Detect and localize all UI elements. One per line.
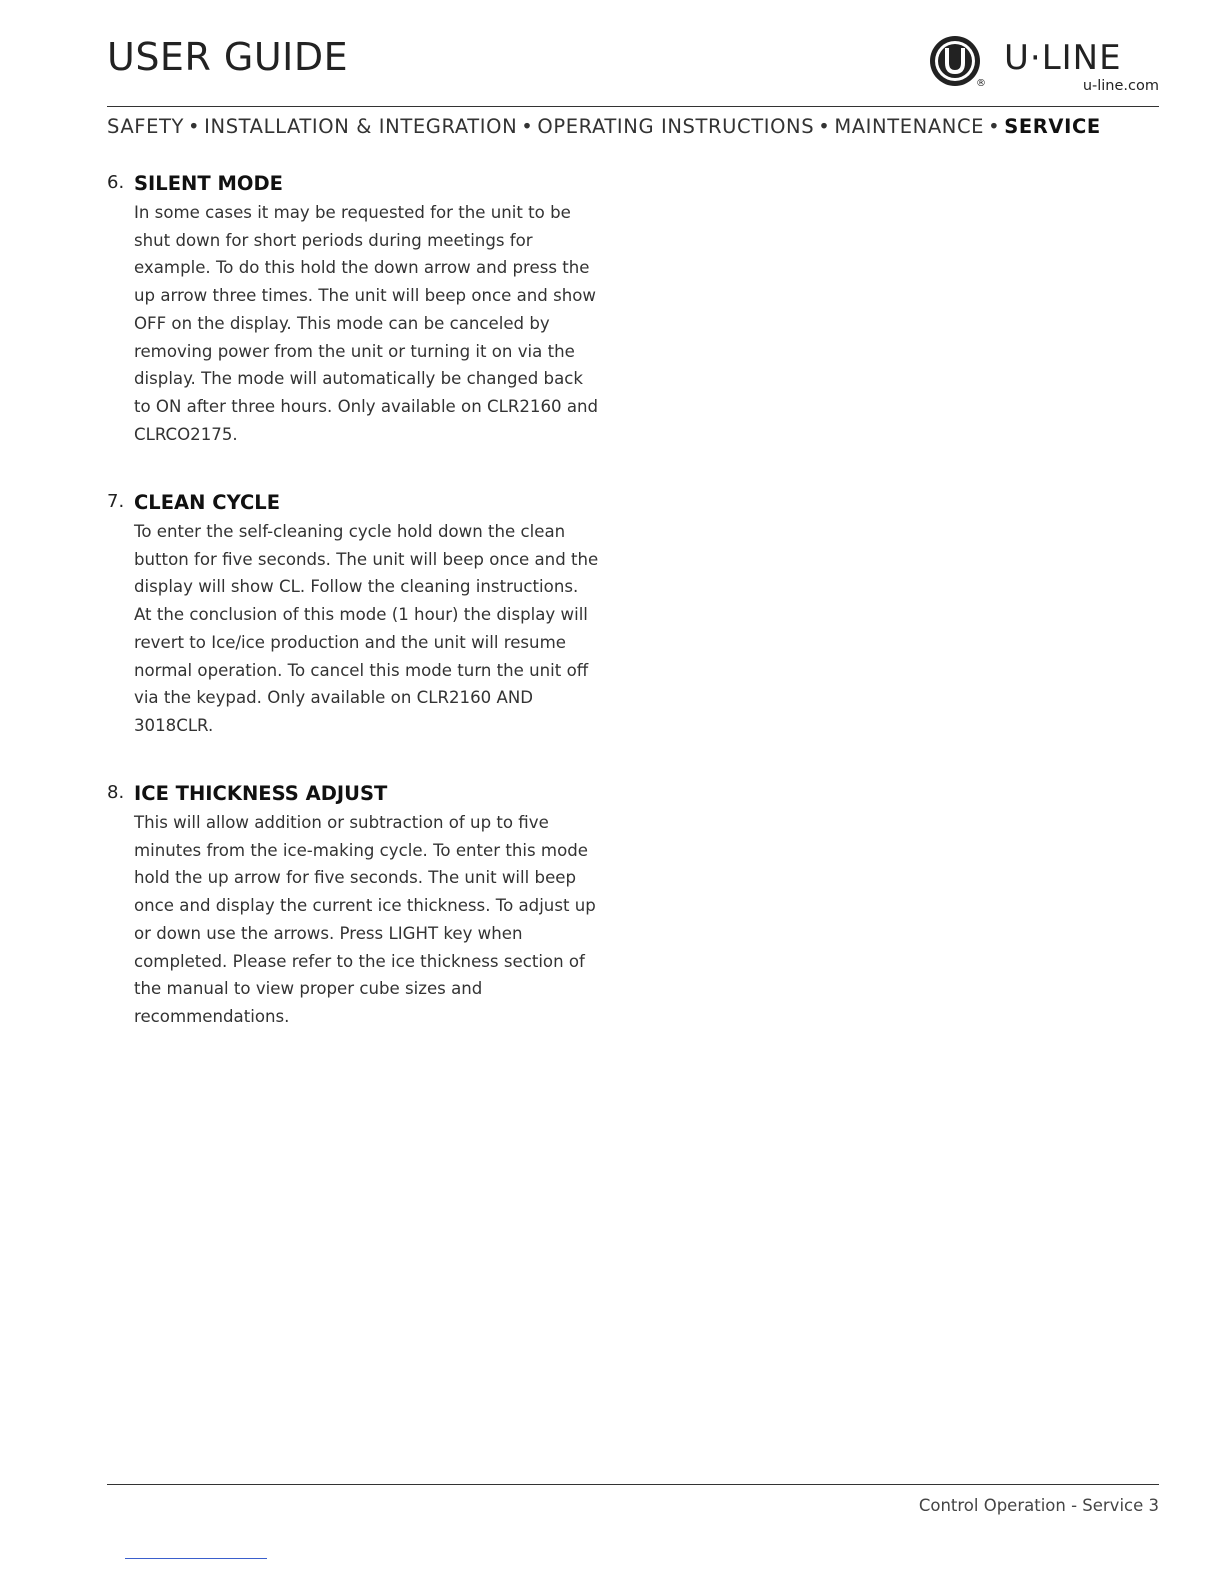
nav-item-safety: SAFETY (107, 115, 185, 138)
nav-item-maintenance: MAINTENANCE (834, 115, 985, 138)
section-number: 6. (107, 172, 125, 193)
registered-mark: ® (976, 78, 986, 89)
logo-wordmark: U·LINE (1004, 38, 1122, 78)
link-underline (125, 1558, 267, 1559)
page-footer: Control Operation - Service 3 (918, 1496, 1159, 1515)
section-title: CLEAN CYCLE (134, 491, 281, 514)
section-number: 8. (107, 782, 125, 803)
section-silent-mode (107, 170, 600, 448)
section-breadcrumb (107, 113, 1159, 141)
section-body: This will allow addition or subtraction of up to five minutes from the ice-making cycle. To enter this mode hold the up arrow for five seconds. The unit will beep once and display the current ice thickness. To adjust up or down use the arrows. Press LIGHT key when completed. Please refer to the ice thickness section of the manual to view proper cube sizes and recommendations. (134, 813, 596, 1026)
section-body: In some cases it may be requested for the unit to be shut down for short periods during meetings for example. To do this hold the down arrow and press the up arrow three times. The unit will beep once and show OFF on the display. This mode can be canceled by removing power from the unit or turning it on via the display. The mode will automatically be changed back to ON after three hours. Only available on CLR2160 and CLRCO2175. (134, 203, 599, 444)
u-line-logo-icon (928, 34, 982, 88)
nav-separator: • (818, 115, 831, 138)
section-title: SILENT MODE (134, 172, 283, 195)
footer-divider (107, 1484, 1159, 1485)
page-title: USER GUIDE (107, 35, 349, 79)
nav-separator: • (521, 115, 534, 138)
section-clean-cycle (107, 489, 600, 740)
section-ice-thickness-adjust (107, 780, 600, 1031)
nav-item-operating: OPERATING INSTRUCTIONS (537, 115, 815, 138)
nav-separator: • (988, 115, 1001, 138)
header-divider (107, 106, 1159, 107)
brand-logo[interactable] (928, 34, 1160, 96)
nav-separator: • (188, 115, 201, 138)
nav-item-installation: INSTALLATION & INTEGRATION (204, 115, 518, 138)
section-body: To enter the self-cleaning cycle hold down the clean button for five seconds. The unit will beep once and the display will show CL. Follow the cleaning instructions. At the conclusion of this mode (1 hour) the display will revert to Ice/ice production and the unit will resume normal operation. To cancel this mode turn the unit off via the keypad. Only available on CLR2160 AND 3018CLR. (134, 522, 599, 735)
nav-item-service: SERVICE (1004, 115, 1101, 138)
section-number: 7. (107, 491, 125, 512)
website-link[interactable]: u-line.com (1082, 78, 1159, 94)
section-title: ICE THICKNESS ADJUST (134, 782, 388, 805)
